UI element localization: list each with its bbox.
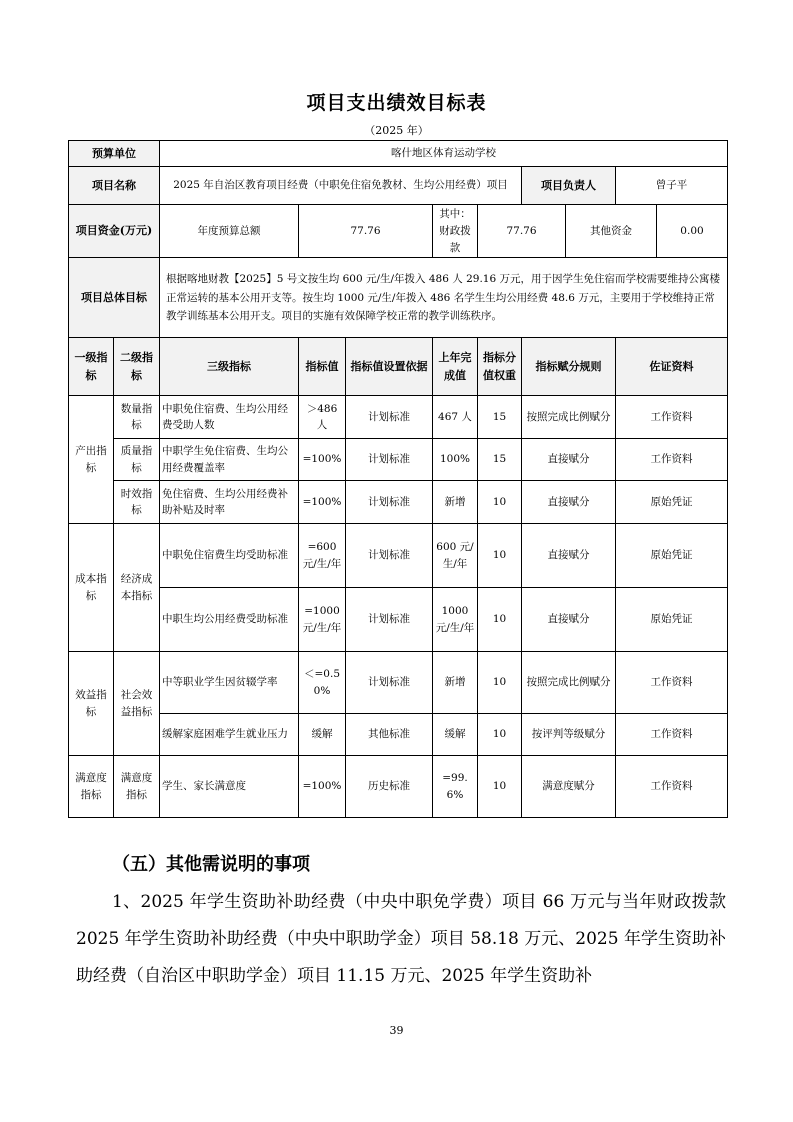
basis-cell: 计划标准 [346, 396, 433, 439]
goal-value: 根据喀地财教【2025】5 号文按生均 600 元/生/年拨入 486 人 29.16 万元，用于因学生免住宿而学校需要维持公寓楼正常运转的基本公用开支等。按生均 1000 元/生/年拨入 486 名学生生均公用经费 48.6 万元，主要用于学校维持正常教学训练基本公用开支。项目的实施有效保障学校正常的教学训练秩序。 [160, 258, 728, 338]
level2-cell: 经济成本指标 [114, 524, 160, 652]
level2-cell: 时效指标 [114, 481, 160, 524]
evidence-cell: 原始凭证 [616, 481, 728, 524]
level1-cell: 满意度指标 [69, 756, 114, 818]
unit-label: 预算单位 [69, 141, 160, 167]
header-value: 指标值 [299, 338, 346, 396]
prev-value-cell: 100% [433, 439, 478, 481]
level3-cell: 中等职业学生因贫辍学率 [160, 652, 299, 714]
weight-cell: 10 [478, 588, 522, 652]
evidence-cell: 工作资料 [616, 652, 728, 714]
evidence-cell: 工作资料 [616, 756, 728, 818]
header-prev: 上年完成值 [433, 338, 478, 396]
rule-cell: 直接赋分 [522, 524, 616, 588]
section-heading: （五）其他需说明的事项 [112, 854, 310, 875]
table-row [69, 141, 728, 167]
header-level3: 三级指标 [160, 338, 299, 396]
table-row [69, 588, 728, 652]
header-evidence: 佐证资料 [616, 338, 728, 396]
weight-cell: 15 [478, 396, 522, 439]
prev-value-cell: 新增 [433, 652, 478, 714]
basis-cell: 计划标准 [346, 524, 433, 588]
funds-label: 项目资金(万元) [69, 205, 160, 258]
table-row [69, 258, 728, 338]
unit-value: 喀什地区体育运动学校 [160, 141, 728, 167]
basis-cell: 计划标准 [346, 588, 433, 652]
table-row [69, 481, 728, 524]
annual-budget-label: 年度预算总额 [160, 205, 299, 258]
basis-cell: 其他标准 [346, 714, 433, 756]
performance-table [68, 140, 728, 818]
prev-value-cell: 缓解 [433, 714, 478, 756]
fiscal-label: 其中：财政拨款 [433, 205, 478, 258]
level2-cell: 满意度指标 [114, 756, 160, 818]
table-row [69, 167, 728, 205]
weight-cell: 10 [478, 714, 522, 756]
other-funds-value: 0.00 [657, 205, 728, 258]
indicator-value-cell: =1000 元/生/年 [299, 588, 346, 652]
indicator-value-cell: 缓解 [299, 714, 346, 756]
weight-cell: 10 [478, 524, 522, 588]
performance-table-body [69, 141, 728, 818]
indicator-value-cell: ＞486 人 [299, 396, 346, 439]
prev-value-cell: =99.6% [433, 756, 478, 818]
project-name-label: 项目名称 [69, 167, 160, 205]
level3-cell: 缓解家庭困难学生就业压力 [160, 714, 299, 756]
weight-cell: 10 [478, 481, 522, 524]
level3-cell: 中职学生免住宿费、生均公用经费覆盖率 [160, 439, 299, 481]
table-row [69, 524, 728, 588]
rule-cell: 直接赋分 [522, 481, 616, 524]
level3-cell: 免住宿费、生均公用经费补助补贴及时率 [160, 481, 299, 524]
goal-label: 项目总体目标 [69, 258, 160, 338]
level2-cell: 质量指标 [114, 439, 160, 481]
level3-cell: 中职免住宿费、生均公用经费受助人数 [160, 396, 299, 439]
basis-cell: 历史标准 [346, 756, 433, 818]
evidence-cell: 工作资料 [616, 439, 728, 481]
indicator-value-cell: =100% [299, 756, 346, 818]
prev-value-cell: 600 元/生/年 [433, 524, 478, 588]
manager-label: 项目负责人 [522, 167, 616, 205]
prev-value-cell: 新增 [433, 481, 478, 524]
evidence-cell: 原始凭证 [616, 588, 728, 652]
level2-cell: 社会效益指标 [114, 652, 160, 756]
table-year: （2025 年） [364, 124, 429, 137]
rule-cell: 满意度赋分 [522, 756, 616, 818]
level3-cell: 中职生均公用经费受助标准 [160, 588, 299, 652]
level3-cell: 学生、家长满意度 [160, 756, 299, 818]
basis-cell: 计划标准 [346, 439, 433, 481]
header-level1: 一级指标 [69, 338, 114, 396]
prev-value-cell: 467 人 [433, 396, 478, 439]
weight-cell: 10 [478, 756, 522, 818]
fiscal-value: 77.76 [478, 205, 566, 258]
annual-budget-value: 77.76 [299, 205, 433, 258]
indicator-value-cell: ＜=0.50% [299, 652, 346, 714]
indicator-value-cell: =100% [299, 439, 346, 481]
table-row [69, 756, 728, 818]
header-rule: 指标赋分规则 [522, 338, 616, 396]
level1-cell: 产出指标 [69, 396, 114, 524]
table-row [69, 205, 728, 258]
level2-cell: 数量指标 [114, 396, 160, 439]
other-funds-label: 其他资金 [566, 205, 657, 258]
rule-cell: 直接赋分 [522, 588, 616, 652]
weight-cell: 15 [478, 439, 522, 481]
header-level2: 二级指标 [114, 338, 160, 396]
page-title: 项目支出绩效目标表 [306, 92, 487, 114]
table-row [69, 652, 728, 714]
header-basis: 指标值设置依据 [346, 338, 433, 396]
level3-cell: 中职免住宿费生均受助标准 [160, 524, 299, 588]
manager-value: 曾子平 [616, 167, 728, 205]
header-weight: 指标分值权重 [478, 338, 522, 396]
table-header-row [69, 338, 728, 396]
basis-cell: 计划标准 [346, 652, 433, 714]
table-row [69, 714, 728, 756]
prev-value-cell: 1000 元/生/年 [433, 588, 478, 652]
rule-cell: 直接赋分 [522, 439, 616, 481]
weight-cell: 10 [478, 652, 522, 714]
rule-cell: 按评判等级赋分 [522, 714, 616, 756]
table-row [69, 439, 728, 481]
rule-cell: 按照完成比例赋分 [522, 396, 616, 439]
level1-cell: 成本指标 [69, 524, 114, 652]
rule-cell: 按照完成比例赋分 [522, 652, 616, 714]
indicator-value-cell: =100% [299, 481, 346, 524]
page-number: 39 [389, 1024, 404, 1037]
level1-cell: 效益指标 [69, 652, 114, 756]
project-name-value: 2025 年自治区教育项目经费（中职免住宿免教材、生均公用经费）项目 [160, 167, 522, 205]
evidence-cell: 原始凭证 [616, 524, 728, 588]
section-paragraph: 1、2025 年学生资助补助经费（中央中职免学费）项目 66 万元与当年财政拨款 2025 年学生资助补助经费（中央中职助学金）项目 58.18 万元、2025 年学生资助补助经费（自治区中职助学金）项目 11.15 万元、2025 年学生资助补 [76, 892, 726, 986]
evidence-cell: 工作资料 [616, 714, 728, 756]
indicator-value-cell: =600 元/生/年 [299, 524, 346, 588]
evidence-cell: 工作资料 [616, 396, 728, 439]
table-row [69, 396, 728, 439]
basis-cell: 计划标准 [346, 481, 433, 524]
